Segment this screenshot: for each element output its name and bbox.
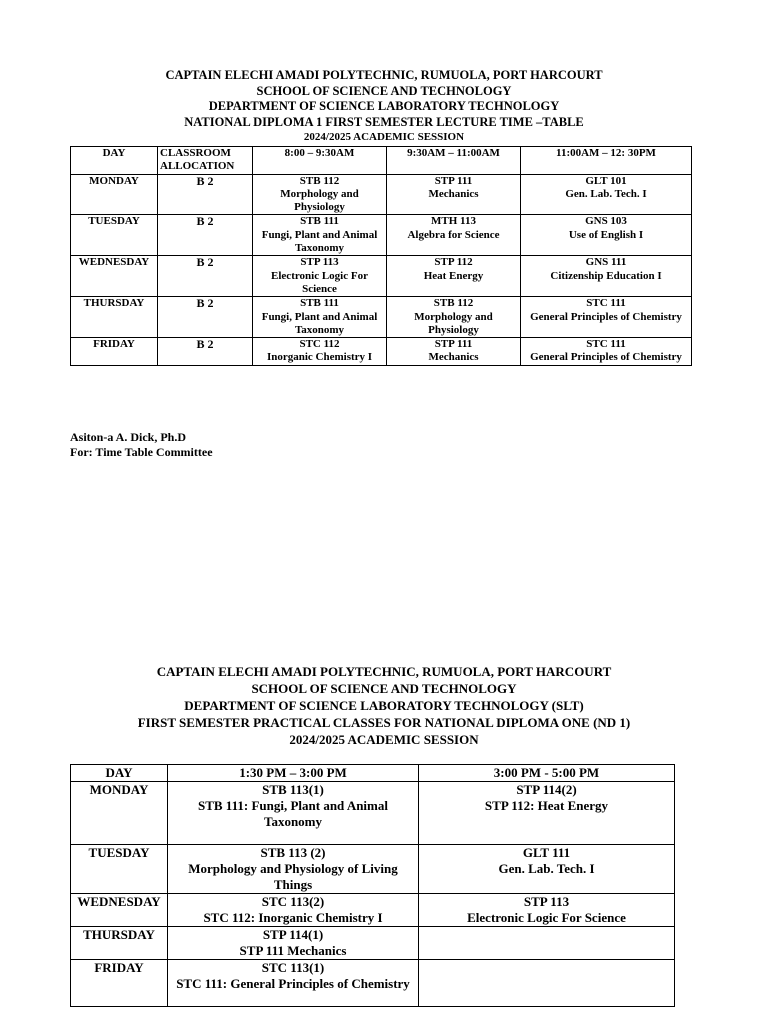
course-cell <box>521 297 692 338</box>
day-cell: FRIDAY <box>71 960 168 1007</box>
school-name: SCHOOL OF SCIENCE AND TECHNOLOGY <box>251 681 517 696</box>
course-code: STP 114(2) <box>516 782 577 797</box>
academic-session: 2024/2025 ACADEMIC SESSION <box>289 732 479 747</box>
classroom-cell: B 2 <box>158 256 253 297</box>
course-cell <box>387 338 521 366</box>
course-code: MTH 113 <box>431 215 476 228</box>
signature-block <box>70 430 213 460</box>
classroom-cell: B 2 <box>158 338 253 366</box>
column-header: 1:30 PM – 3:00 PM <box>168 765 419 782</box>
practical-cell <box>168 927 419 960</box>
classroom-cell: B 2 <box>158 174 253 215</box>
course-code: STP 112 <box>434 256 473 269</box>
course-code: STC 112 <box>299 338 340 351</box>
table-header-row <box>71 147 692 175</box>
department-name: DEPARTMENT OF SCIENCE LABORATORY TECHNOLOGY <box>208 99 560 113</box>
table-row <box>71 845 675 894</box>
table-row <box>71 782 675 845</box>
course-title: STP 112: Heat Energy <box>484 798 609 813</box>
column-header: CLASSROOM ALLOCATION <box>158 147 253 175</box>
day-cell: THURSDAY <box>71 927 168 960</box>
table-header-row <box>71 765 675 782</box>
course-title: Electronic Logic For Science <box>271 269 368 295</box>
course-code: STB 111 <box>300 297 339 310</box>
day-cell: TUESDAY <box>71 215 158 256</box>
column-header: 11:00AM – 12: 30PM <box>521 147 692 175</box>
course-code: STP 113 <box>523 894 570 909</box>
practical-cell <box>419 927 675 960</box>
institution-name: CAPTAIN ELECHI AMADI POLYTECHNIC, RUMUOLA, PORT HARCOURT <box>165 68 603 82</box>
classroom-cell: B 2 <box>158 297 253 338</box>
table-row <box>71 338 692 366</box>
academic-session: 2024/2025 ACADEMIC SESSION <box>303 131 465 143</box>
course-cell <box>387 174 521 215</box>
table-row <box>71 297 692 338</box>
course-cell <box>387 215 521 256</box>
course-code: GNS 111 <box>585 256 627 269</box>
table-row <box>71 256 692 297</box>
course-code: STB 112 <box>299 174 340 187</box>
day-cell: MONDAY <box>71 174 158 215</box>
course-code: STC 111 <box>586 297 626 310</box>
course-code: STB 113(1) <box>262 782 324 797</box>
practical-cell <box>168 782 419 845</box>
course-title: STP 111 Mechanics <box>239 943 347 958</box>
table-row <box>71 894 675 927</box>
course-cell <box>521 174 692 215</box>
signatory-role: For: Time Table Committee <box>70 445 213 459</box>
course-code: GLT 111 <box>522 845 571 860</box>
course-title: General Principles of Chemistry <box>530 310 682 323</box>
course-title: Mechanics <box>428 187 479 200</box>
course-code: STP 113 <box>300 256 339 269</box>
course-title: Use of English I <box>568 228 644 241</box>
course-cell <box>521 215 692 256</box>
practical-cell <box>419 782 675 845</box>
course-code: STP 111 <box>434 338 473 351</box>
course-title: General Principles of Chemistry <box>530 351 682 364</box>
course-cell <box>253 256 387 297</box>
table-row <box>71 927 675 960</box>
column-header: DAY <box>71 765 168 782</box>
school-name: SCHOOL OF SCIENCE AND TECHNOLOGY <box>256 83 512 98</box>
course-title: Heat Energy <box>423 269 484 282</box>
column-header: 3:00 PM - 5:00 PM <box>419 765 675 782</box>
course-code: STC 113(1) <box>261 960 325 975</box>
course-title: Morphology and Physiology <box>280 187 359 214</box>
practical-cell <box>168 960 419 1007</box>
lecture-timetable <box>70 146 692 366</box>
course-title: Inorganic Chemistry I <box>266 351 373 364</box>
institution-name: CAPTAIN ELECHI AMADI POLYTECHNIC, RUMUOLA, PORT HARCOURT <box>156 664 612 679</box>
course-title: STC 112: Inorganic Chemistry I <box>203 910 383 925</box>
practical-cell <box>168 894 419 927</box>
classroom-cell: B 2 <box>158 215 253 256</box>
course-cell <box>387 256 521 297</box>
course-code: STC 113(2) <box>261 894 325 909</box>
day-cell: MONDAY <box>71 782 168 845</box>
course-title: Algebra for Science <box>407 228 500 241</box>
practical-cell <box>419 960 675 1007</box>
timetable-title: FIRST SEMESTER PRACTICAL CLASSES FOR NATIONAL DIPLOMA ONE (ND 1) <box>137 715 631 730</box>
course-title: Mechanics <box>428 351 479 364</box>
course-code: STB 112 <box>433 297 474 310</box>
practical-cell <box>419 845 675 894</box>
signatory-name: Asiton-a A. Dick, Ph.D <box>70 430 187 444</box>
practical-cell <box>419 894 675 927</box>
course-code: GNS 103 <box>585 215 627 228</box>
column-header: 8:00 – 9:30AM <box>253 147 387 175</box>
course-code: STP 114(1) <box>262 927 324 942</box>
course-title: STC 111: General Principles of Chemistry <box>176 976 410 991</box>
course-cell <box>253 215 387 256</box>
course-title: Gen. Lab. Tech. I <box>498 861 595 876</box>
course-title: Morphology and Physiology <box>414 310 493 336</box>
day-cell: FRIDAY <box>71 338 158 366</box>
department-name: DEPARTMENT OF SCIENCE LABORATORY TECHNOLOGY (SLT) <box>184 698 584 713</box>
column-header: DAY <box>71 147 158 175</box>
course-title: Gen. Lab. Tech. I <box>565 187 647 200</box>
practical-cell <box>168 845 419 894</box>
course-code: GLT 101 <box>585 174 627 187</box>
column-header: 9:30AM – 11:00AM <box>387 147 521 175</box>
course-title: STB 111: Fungi, Plant and Animal Taxonomy <box>197 798 388 829</box>
course-title: Morphology and Physiology of Living Things <box>188 861 398 892</box>
table-row <box>71 960 675 1007</box>
course-cell <box>521 256 692 297</box>
lecture-timetable-header <box>0 68 768 144</box>
course-code: STB 111 <box>300 215 339 228</box>
course-code: STP 111 <box>434 174 473 187</box>
course-cell <box>253 338 387 366</box>
practical-timetable <box>70 764 675 1007</box>
course-code: STC 111 <box>586 338 626 351</box>
course-code: STB 113 (2) <box>260 845 326 860</box>
practical-timetable-header <box>0 663 768 748</box>
course-title: Fungi, Plant and Animal Taxonomy <box>261 310 378 336</box>
course-title: Fungi, Plant and Animal Taxonomy <box>261 228 378 255</box>
table-row <box>71 215 692 256</box>
day-cell: WEDNESDAY <box>71 256 158 297</box>
course-cell <box>387 297 521 338</box>
day-cell: WEDNESDAY <box>71 894 168 927</box>
course-title: Electronic Logic For Science <box>467 910 626 925</box>
course-cell <box>253 297 387 338</box>
course-cell <box>521 338 692 366</box>
course-title: Citizenship Education I <box>550 269 662 282</box>
day-cell: THURSDAY <box>71 297 158 338</box>
day-cell: TUESDAY <box>71 845 168 894</box>
timetable-title: NATIONAL DIPLOMA 1 FIRST SEMESTER LECTURE TIME –TABLE <box>184 114 584 129</box>
table-row <box>71 174 692 215</box>
course-cell <box>253 174 387 215</box>
